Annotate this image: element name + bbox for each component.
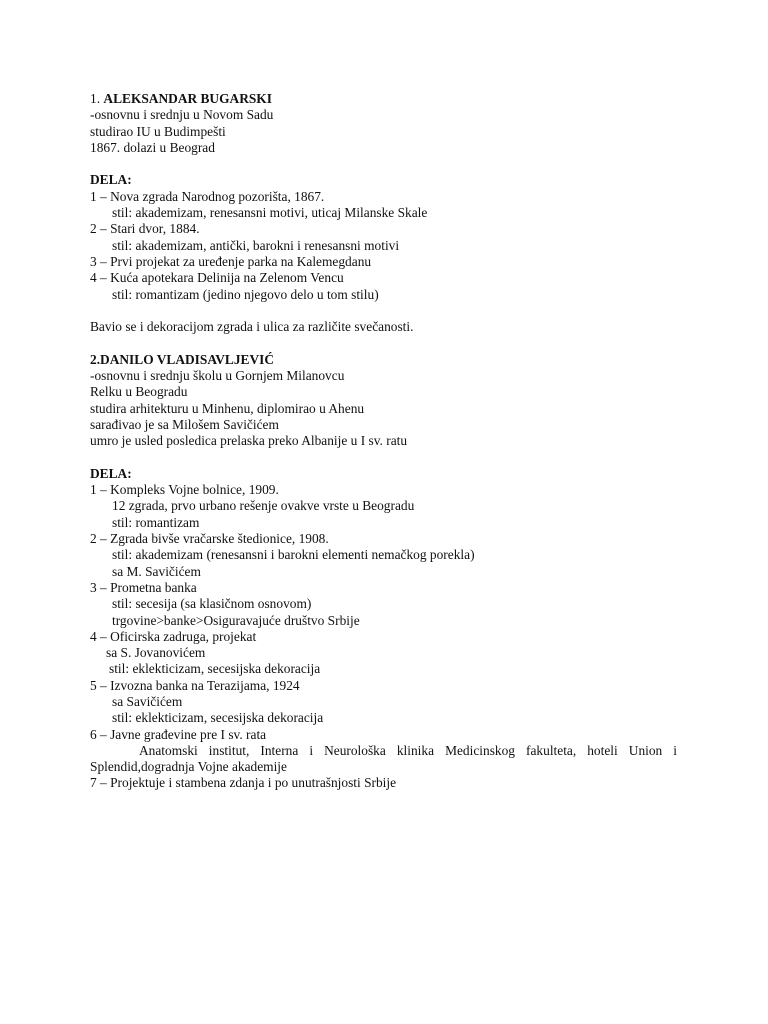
section2-bio-line: sarađivao je sa Milošem Savičićem	[90, 416, 279, 432]
work-title: 4 – Oficirska zadruga, projekat	[90, 628, 257, 644]
section2-bio-line: studira arhitekturu u Minhenu, diplomirao u Ahenu	[90, 400, 365, 416]
section1-bio-line: studirao IU u Budimpešti	[90, 123, 226, 139]
document-body	[90, 91, 677, 792]
section1-bio-line: 1867. dolazi u Beograd	[90, 139, 215, 155]
section1-name: ALEKSANDAR BUGARSKI	[103, 91, 272, 106]
work-title: 6 – Javne građevine pre I sv. rata	[90, 726, 267, 742]
section1-heading	[90, 91, 677, 107]
work-title: 7 – Projektuje i stambena zdanja i po unutrašnjosti Srbije	[90, 775, 397, 791]
work-title: 2 – Zgrada bivše vračarske štedionice, 1908.	[90, 531, 329, 547]
section1-bio-line: -osnovnu i srednju u Novom Sadu	[90, 107, 274, 123]
work-note: sa Savičićem	[112, 693, 183, 709]
work-paragraph-line: Splendid,dogradnja Vojne akademije	[90, 759, 287, 775]
section2-bio-line: -osnovnu i srednju školu u Gornjem Milanovcu	[90, 368, 345, 384]
work-note: stil: akademizam, antički, barokni i renesansni motivi	[112, 237, 400, 253]
work-note: stil: romantizam	[112, 514, 200, 530]
work-note: stil: eklekticizam, secesijska dekoracija	[109, 661, 321, 677]
section2-works-heading: DELA:	[90, 465, 132, 481]
work-title: 3 – Prometna banka	[90, 579, 197, 595]
work-note: stil: akademizam, renesansni motivi, uticaj Milanske Skale	[112, 205, 428, 221]
section1-number: 1.	[90, 91, 101, 106]
section2-bio-line: umro je usled posledica prelaska preko Albanije u I sv. ratu	[90, 433, 408, 449]
work-title: 3 – Prvi projekat za uređenje parka na Kalemegdanu	[90, 253, 372, 269]
work-note: sa S. Jovanovićem	[106, 645, 206, 661]
work-note: stil: eklekticizam, secesijska dekoracija	[112, 710, 324, 726]
section1-works-heading: DELA:	[90, 172, 132, 188]
section2-bio-line: Relku u Beogradu	[90, 384, 188, 400]
work-note: stil: romantizam (jedino njegovo delo u tom stilu)	[112, 286, 379, 302]
work-title: 1 – Nova zgrada Narodnog pozorišta, 1867.	[90, 188, 325, 204]
work-title: 5 – Izvozna banka na Terazijama, 1924	[90, 677, 300, 693]
work-title: 4 – Kuća apotekara Delinija na Zelenom Vencu	[90, 270, 344, 286]
work-note: sa M. Savičićem	[112, 563, 201, 579]
work-paragraph-line: Anatomski institut, Interna i Neurološka klinika Medicinskog fakulteta, hoteli Union i	[139, 742, 677, 758]
work-title: 2 – Stari dvor, 1884.	[90, 221, 200, 237]
work-note: stil: secesija (sa klasičnom osnovom)	[112, 596, 312, 612]
work-note: trgovine>banke>Osiguravajuće društvo Srbije	[112, 612, 360, 628]
work-note: 12 zgrada, prvo urbano rešenje ovakve vrste u Beogradu	[112, 498, 415, 514]
section2-heading: 2.DANILO VLADISAVLJEVIĆ	[90, 351, 275, 367]
work-note: stil: akademizam (renesansni i barokni elementi nemačkog porekla)	[112, 547, 475, 563]
work-title: 1 – Kompleks Vojne bolnice, 1909.	[90, 482, 279, 498]
section1-closing: Bavio se i dekoracijom zgrada i ulica za različite svečanosti.	[90, 319, 414, 335]
